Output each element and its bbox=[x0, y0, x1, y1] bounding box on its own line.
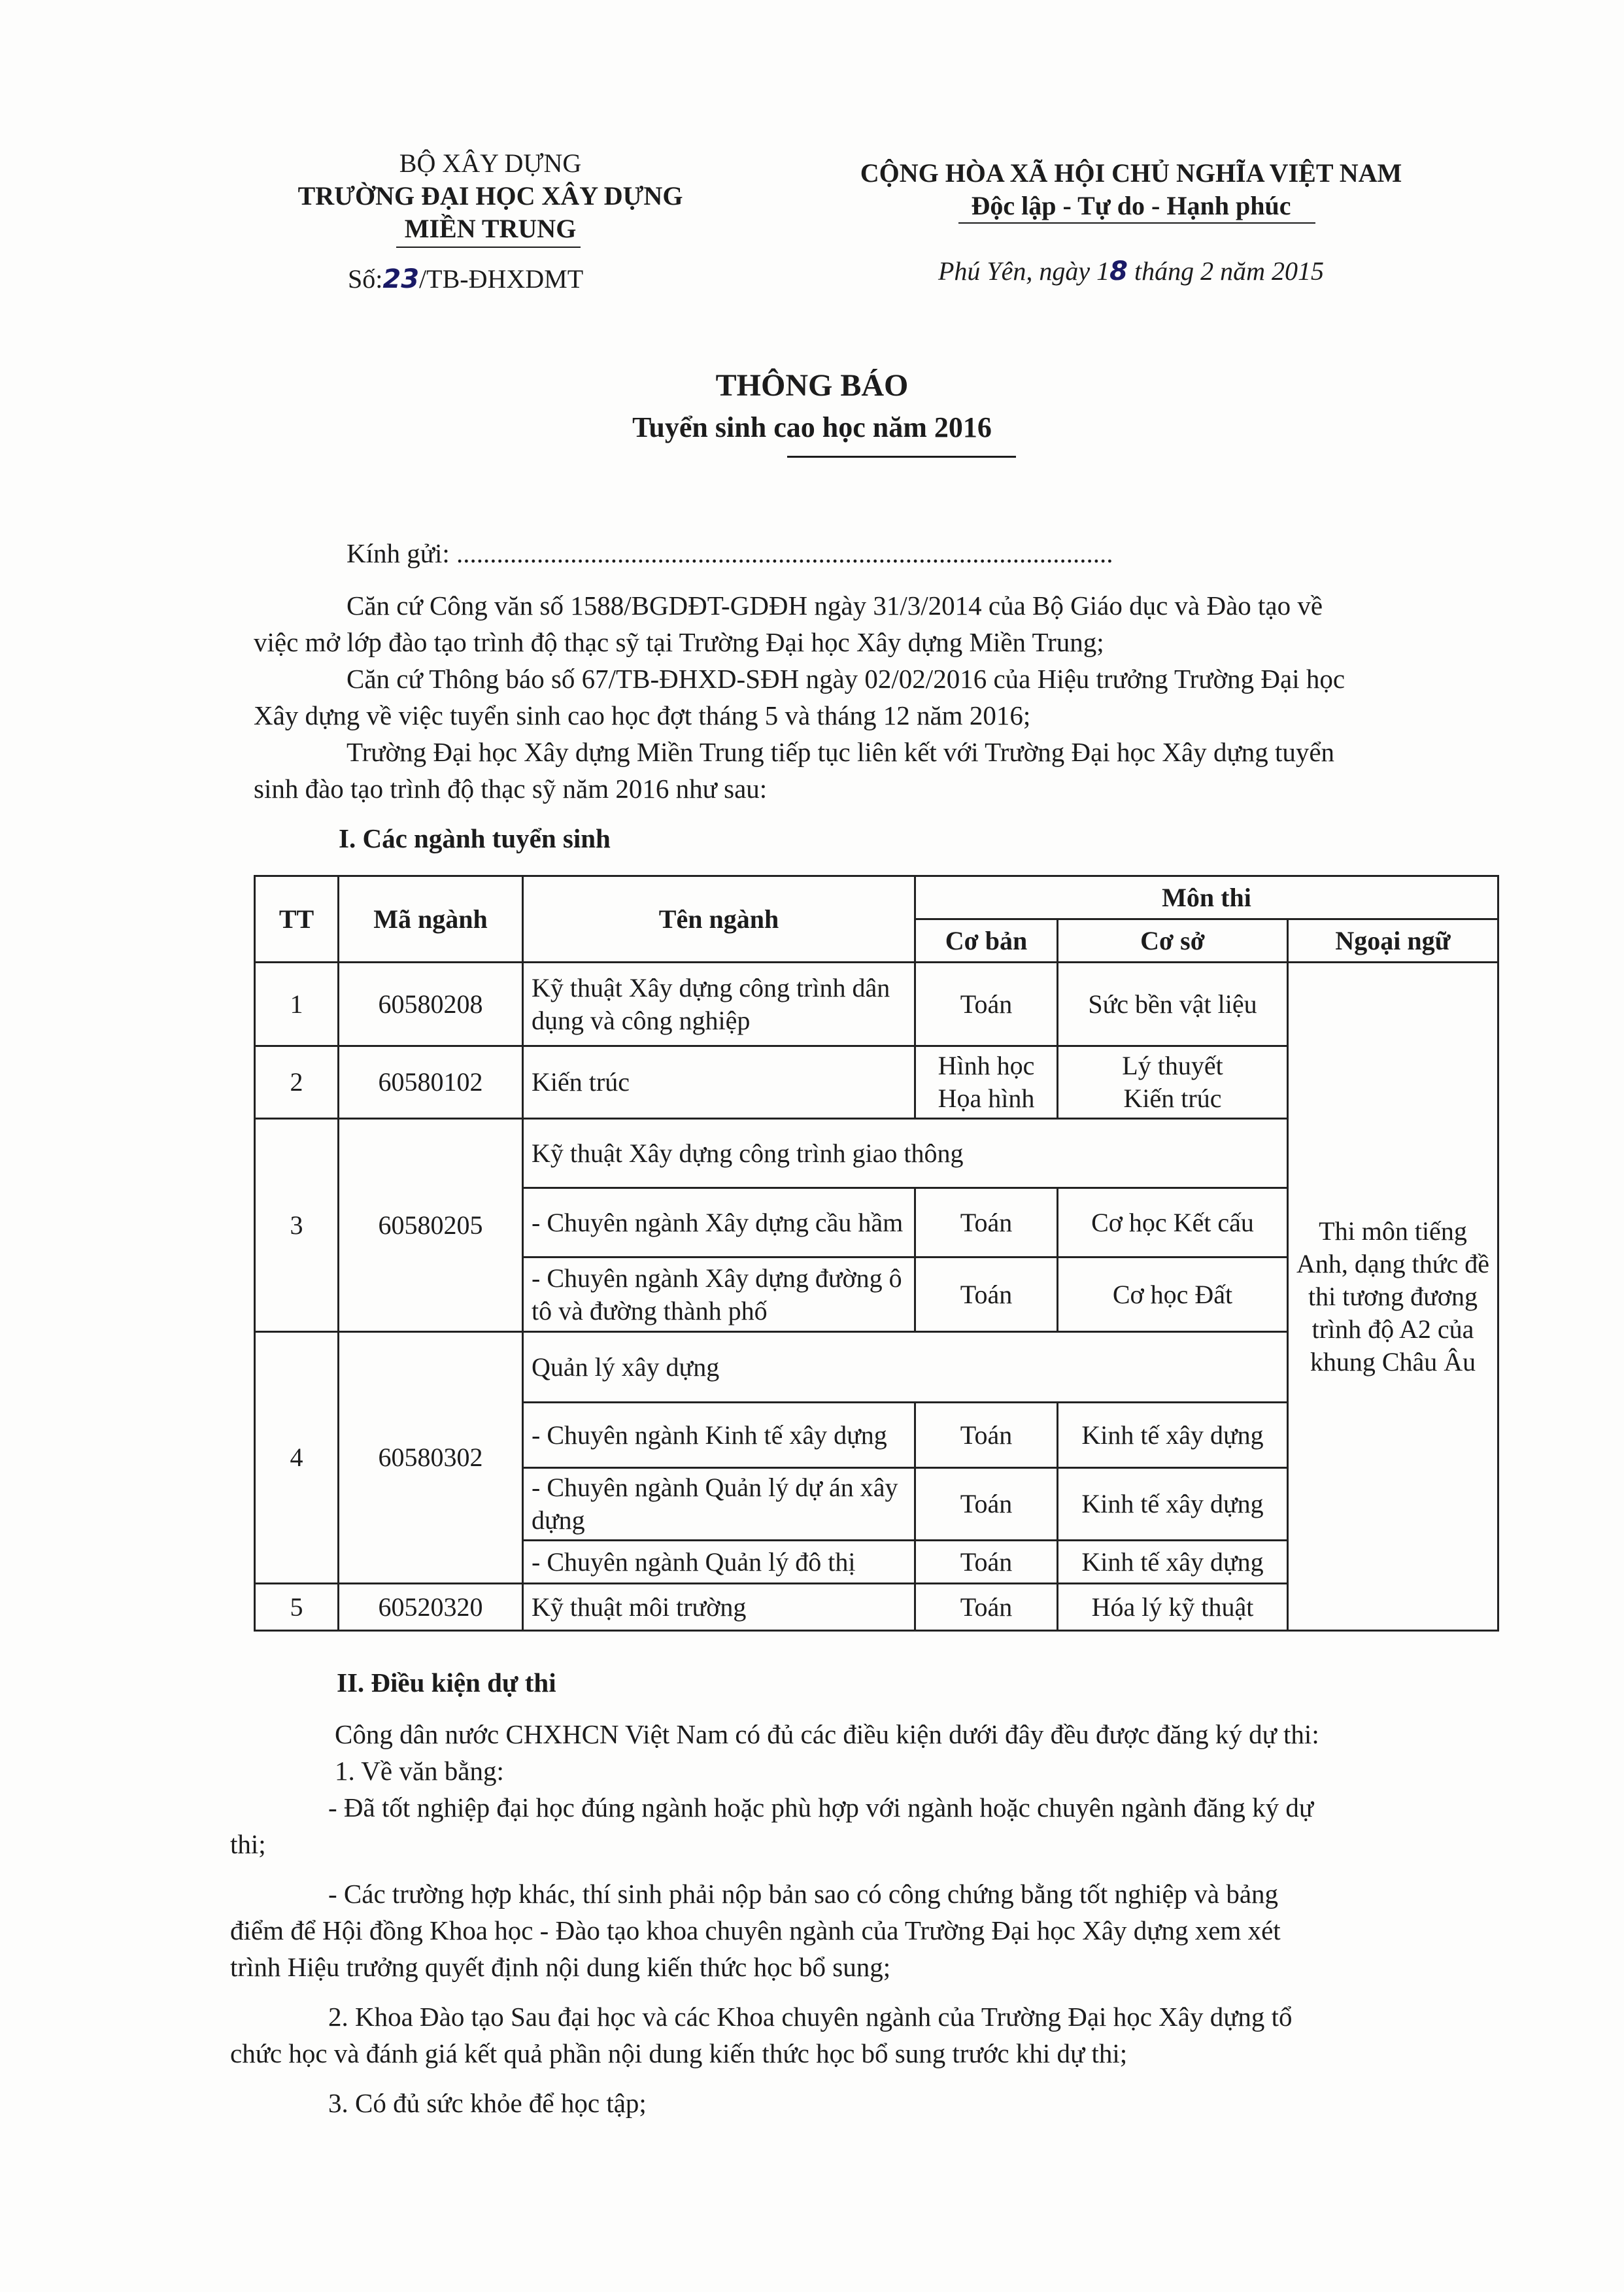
section-2-heading: II. Điều kiện dự thi bbox=[337, 1668, 556, 1698]
row-4-sub-2-base: Kinh tế xây dựng bbox=[1058, 1468, 1288, 1541]
header-ten-nganh: Tên ngành bbox=[523, 876, 915, 963]
row-2-basic bbox=[915, 1046, 1058, 1119]
row-3-sub-1-basic: Toán bbox=[915, 1188, 1058, 1257]
doc-number bbox=[348, 263, 675, 296]
row-4-name: Quản lý xây dựng bbox=[523, 1332, 1288, 1403]
date-suffix: tháng 2 năm 2015 bbox=[1128, 256, 1325, 286]
title-underline bbox=[787, 456, 1016, 458]
paragraph-1-line-2: việc mở lớp đào tạo trình độ thạc sỹ tại Trường Đại học Xây dựng Miền Trung; bbox=[254, 627, 1104, 657]
row-3-sub-2-base: Cơ học Đất bbox=[1058, 1257, 1288, 1332]
row-2-base bbox=[1058, 1046, 1288, 1119]
section-2-item-1b-line-2: điểm để Hội đồng Khoa học - Đào tạo khoa chuyên ngành của Trường Đại học Xây dựng xem xét bbox=[230, 1915, 1281, 1945]
row-3-sub-1-base: Cơ học Kết cấu bbox=[1058, 1188, 1288, 1257]
notice-subtitle: Tuyển sinh cao học năm 2016 bbox=[632, 411, 992, 443]
row-4-sub-1-name: - Chuyên ngành Kinh tế xây dựng bbox=[523, 1403, 915, 1468]
row-4-sub-1-base: Kinh tế xây dựng bbox=[1058, 1403, 1288, 1468]
row-1-basic: Toán bbox=[915, 963, 1058, 1046]
row-5-base: Hóa lý kỹ thuật bbox=[1058, 1584, 1288, 1631]
row-2-base-line-1: Lý thuyết bbox=[1122, 1051, 1223, 1080]
row-4-sub-1-basic: Toán bbox=[915, 1403, 1058, 1468]
paragraph-1 bbox=[254, 587, 1535, 807]
table-row bbox=[255, 963, 1498, 1046]
section-2-item-1a-line-1: - Đã tốt nghiệp đại học đúng ngành hoặc phù hợp với ngành hoặc chuyên ngành đăng ký dự bbox=[328, 1792, 1314, 1822]
admission-table bbox=[254, 875, 1499, 1632]
row-1-name: Kỹ thuật Xây dựng công trình dân dụng và công nghiệp bbox=[523, 963, 915, 1046]
ministry-name: BỘ XÂY DỰNG bbox=[399, 148, 582, 178]
motto-underline bbox=[958, 222, 1315, 224]
section-2-body bbox=[230, 1716, 1525, 2121]
header-left-underline bbox=[396, 247, 581, 248]
row-1-tt: 1 bbox=[255, 963, 339, 1046]
row-5-tt: 5 bbox=[255, 1584, 339, 1631]
row-3-code: 60580205 bbox=[339, 1119, 523, 1332]
row-2-name: Kiến trúc bbox=[523, 1046, 915, 1119]
date-prefix: Phú Yên, ngày 1 bbox=[938, 256, 1110, 286]
foreign-language-note: Thi môn tiếng Anh, dạng thức đề thi tương đương trình độ A2 của khung Châu Âu bbox=[1288, 963, 1498, 1631]
date-handwritten: 8 bbox=[1109, 256, 1128, 286]
row-2-basic-line-1: Hình học bbox=[938, 1051, 1035, 1080]
section-2-item-3: 3. Có đủ sức khỏe để học tập; bbox=[328, 2088, 647, 2118]
row-4-tt: 4 bbox=[255, 1332, 339, 1584]
section-2-item-1b-line-1: - Các trường hợp khác, thí sinh phải nộp bản sao có công chứng bằng tốt nghiệp và bảng bbox=[328, 1879, 1279, 1909]
table-header-row bbox=[255, 876, 1498, 919]
row-3-sub-2-basic: Toán bbox=[915, 1257, 1058, 1332]
header-right bbox=[817, 157, 1445, 222]
row-5-basic: Toán bbox=[915, 1584, 1058, 1631]
section-2-item-1a-line-2: thi; bbox=[230, 1829, 266, 1859]
row-4-sub-3-base: Kinh tế xây dựng bbox=[1058, 1541, 1288, 1584]
motto: Độc lập - Tự do - Hạnh phúc bbox=[971, 191, 1291, 220]
header-mon-thi: Môn thi bbox=[915, 876, 1498, 919]
university-campus: MIỀN TRUNG bbox=[404, 214, 577, 243]
paragraph-2-line-2: Xây dựng về việc tuyển sinh cao học đợt tháng 5 và tháng 12 năm 2016; bbox=[254, 700, 1031, 730]
row-3-tt: 3 bbox=[255, 1119, 339, 1332]
section-2-item-1: 1. Về văn bằng: bbox=[335, 1756, 504, 1786]
section-2-item-2-line-1: 2. Khoa Đào tạo Sau đại học và các Khoa chuyên ngành của Trường Đại học Xây dựng tổ bbox=[328, 2002, 1293, 2032]
header-ma-nganh: Mã ngành bbox=[339, 876, 523, 963]
header-co-so: Cơ sở bbox=[1058, 919, 1288, 963]
row-4-code: 60580302 bbox=[339, 1332, 523, 1584]
section-2-item-2-line-2: chức học và đánh giá kết quả phần nội dung kiến thức học bổ sung trước khi dự thi; bbox=[230, 2038, 1128, 2068]
row-4-sub-3-name: - Chuyên ngành Quản lý đô thị bbox=[523, 1541, 915, 1584]
university-name: TRƯỜNG ĐẠI HỌC XÂY DỰNG bbox=[297, 181, 683, 211]
row-2-basic-line-2: Họa hình bbox=[938, 1084, 1035, 1113]
doc-number-handwritten: 23 bbox=[382, 264, 420, 294]
row-2-tt: 2 bbox=[255, 1046, 339, 1119]
section-1-heading: I. Các ngành tuyển sinh bbox=[339, 823, 611, 853]
notice-title: THÔNG BÁO bbox=[715, 368, 909, 403]
section-2-item-1b-line-3: trình Hiệu trưởng quyết định nội dung kiến thức học bổ sung; bbox=[230, 1952, 891, 1982]
header-tt: TT bbox=[255, 876, 339, 963]
row-4-sub-3-basic: Toán bbox=[915, 1541, 1058, 1584]
header-co-ban: Cơ bản bbox=[915, 919, 1058, 963]
header-left bbox=[248, 147, 732, 245]
country-name: CỘNG HÒA XÃ HỘI CHỦ NGHĨA VIỆT NAM bbox=[860, 158, 1402, 188]
row-1-base: Sức bền vật liệu bbox=[1058, 963, 1288, 1046]
row-2-code: 60580102 bbox=[339, 1046, 523, 1119]
row-4-sub-2-basic: Toán bbox=[915, 1468, 1058, 1541]
paragraph-3-line-2: sinh đào tạo trình độ thạc sỹ năm 2016 như sau: bbox=[254, 774, 768, 804]
row-3-sub-2-name: - Chuyên ngành Xây dựng đường ô tô và đường thành phố bbox=[523, 1257, 915, 1332]
doc-number-suffix: /TB-ĐHXDMT bbox=[419, 264, 584, 294]
recipient-line: Kính gửi: .................................................................................................. bbox=[347, 538, 1113, 568]
row-3-sub-1-name: - Chuyên ngành Xây dựng cầu hầm bbox=[523, 1188, 915, 1257]
row-5-name: Kỹ thuật môi trường bbox=[523, 1584, 915, 1631]
header-ngoai-ngu: Ngoại ngữ bbox=[1288, 919, 1498, 963]
section-2-intro: Công dân nước CHXHCN Việt Nam có đủ các điều kiện dưới đây đều được đăng ký dự thi: bbox=[335, 1719, 1319, 1749]
paragraph-3-line-1: Trường Đại học Xây dựng Miền Trung tiếp tục liên kết với Trường Đại học Xây dựng tuyển bbox=[347, 737, 1335, 767]
row-3-name: Kỹ thuật Xây dựng công trình giao thông bbox=[523, 1119, 1288, 1188]
doc-date bbox=[850, 255, 1412, 288]
paragraph-2-line-1: Căn cứ Thông báo số 67/TB-ĐHXD-SĐH ngày 02/02/2016 của Hiệu trưởng Trường Đại học bbox=[347, 664, 1345, 694]
row-5-code: 60520320 bbox=[339, 1584, 523, 1631]
paragraph-1-line-1: Căn cứ Công văn số 1588/BGDĐT-GDĐH ngày 31/3/2014 của Bộ Giáo dục và Đào tạo về bbox=[347, 590, 1323, 621]
row-4-sub-2-name: - Chuyên ngành Quản lý dự án xây dựng bbox=[523, 1468, 915, 1541]
doc-number-prefix: Số: bbox=[348, 264, 383, 294]
row-1-code: 60580208 bbox=[339, 963, 523, 1046]
row-2-base-line-2: Kiến trúc bbox=[1123, 1084, 1222, 1113]
